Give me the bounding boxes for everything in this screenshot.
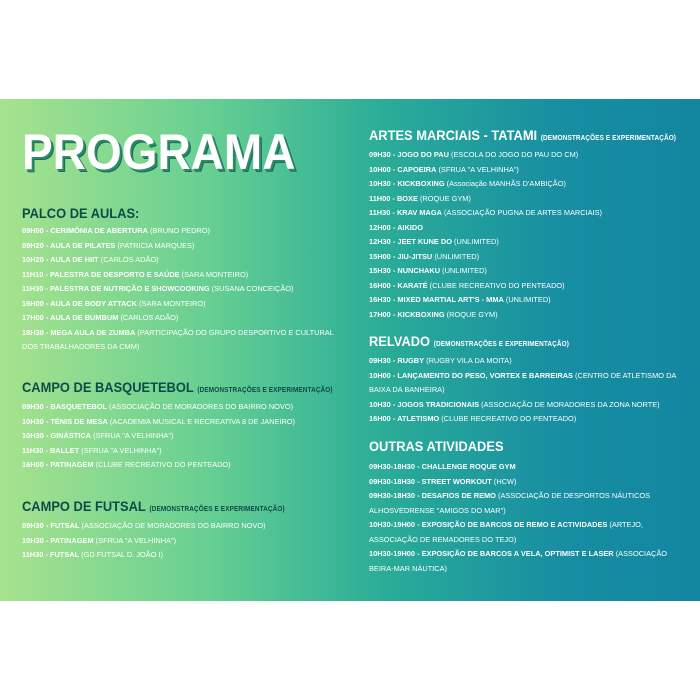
program-item: 11H30 - KRAV MAGA (ASSOCIAÇÃO PUGNA DE ARTES MARCIAIS) [369,208,603,217]
program-item-time: 10H30 [22,431,44,440]
program-item-name: PALESTRA DE DESPORTO E SAÚDE [49,269,180,279]
basquetebol-note: (DEMONSTRAÇÕES E EXPERIMENTAÇÃO) [197,387,333,394]
program-item-detail: (ASSOCIAÇÃO DE MORADORES DO BAIRRO NOVO) [81,521,266,530]
program-item-time: 17H00 [369,309,391,319]
program-item-detail: (SARA MONTEIRO) [181,269,249,279]
palco-heading [22,205,139,221]
program-item-detail: (SFRUA "A VELHINHA") [438,164,519,174]
program-item-detail: (ROQUE GYM) [419,193,471,203]
program-item-time: 10H00 [369,164,391,174]
program-item-time: 09H00 [22,226,44,235]
program-item-name: AIKIDO [397,222,423,232]
program-item-name: FUTSAL [49,550,80,559]
artes-list [369,148,689,322]
program-item-detail: (ACADEMIA MUSICAL E RECREATIVA 8 DE JANEIRO) [109,416,295,426]
program-item-name: RUGBY [397,356,425,365]
program-item-time: 11H30 [369,208,391,217]
program-item: 09H00 - CERIMÓNIA DE ABERTURA (BRUNO PEDRO) [22,226,210,235]
program-item: 11H10 - PALESTRA DE DESPORTO E SAÚDE (SARA MONTEIRO) [22,269,249,279]
program-item-detail: (ASSOCIAÇÃO DE MORADORES DA ZONA NORTE) [481,399,660,409]
program-item-detail: (CENTRO DE ATLETISMO DA BAIXA DA BANHEIRA) [369,370,676,394]
program-item-time: 11H30 [22,550,44,559]
artes-heading [369,127,676,147]
program-item-name: JIU-JITSU [397,251,433,261]
program-item: 09H20 - AULA DE PILATES (PATRICIA MARQUES) [22,240,195,250]
program-item-time: 16H00 [22,298,44,308]
program-item-detail: (CLUBE RECREATIVO DO PENTEADO) [95,460,231,469]
program-item-time: 09H20 [22,240,44,250]
program-item: 10H30 - KICKBOXING (Associação MANHÃS D'AMBIÇÃO) [369,179,566,188]
program-item-name: BALLET [49,445,80,455]
program-item-time: 09H30-18H30 [369,491,416,500]
program-item: 10H00 - CAPOEIRA (SFRUA "A VELHINHA") [369,164,519,174]
program-item-detail: (CLUBE RECREATIVO DO PENTEADO) [429,280,565,290]
program-item-name: TÉNIS DE MESA [50,416,108,426]
program-item-detail: (UNLIMITED) [434,251,480,261]
palco-heading-text: PALCO DE AULAS: [22,205,140,221]
program-item-detail: (ASSOCIAÇÃO BEIRA-MAR NÁUTICA) [369,549,668,573]
program-item: 09H30 - BASQUETEBOL (ASSOCIAÇÃO DE MORADORES DO BAIRRO NOVO) [22,402,294,411]
program-item-name: PALESTRA DE NUTRIÇÃO E SHOWCOOKING [49,284,210,293]
artes-note: (DEMONSTRAÇÕES E EXPERIMENTAÇÃO) [540,135,677,142]
program-item-time: 12H00 [369,222,391,232]
program-item-detail: (SFRUA "A VELHINHA") [93,431,174,440]
basquetebol-heading-text: CAMPO DE BASQUETEBOL [22,379,194,395]
program-item-time: 11H00 [369,193,391,203]
program-item-time: 10H30 [22,535,44,545]
program-item-time: 15H30 [369,266,391,275]
program-item-detail: (HCW) [493,476,517,486]
futsal-note: (DEMONSTRAÇÕES E EXPERIMENTAÇÃO) [149,506,285,513]
program-item: 16H00 - ATLETISMO (CLUBE RECREATIVO DO PENTEADO) [369,414,577,423]
program-item: 15H00 - JIU-JITSU (UNLIMITED) [369,251,480,261]
program-item-time: 10H20 [22,255,44,264]
program-item-time: 10H30 [22,416,44,426]
program-item-detail: (ASSOCIAÇÃO DE DESPORTOS NÁUTICOS ALHOSVEDRENSE "AMIGOS DO MAR") [369,491,651,515]
poster [0,99,700,601]
program-item: 10H00 - LANÇAMENTO DO PESO, VORTEX E BARREIRAS (CENTRO DE ATLETISMO DA BAIXA DA BANHEIRA) [369,370,676,394]
program-item: 10H30 - TÉNIS DE MESA (ACADEMIA MUSICAL E RECREATIVA 8 DE JANEIRO) [22,416,295,426]
program-item-detail: (SARA MONTEIRO) [139,298,206,308]
program-item: 09H30-18H30 - DESAFIOS DE REMO (ASSOCIAÇÃO DE DESPORTOS NÁUTICOS ALHOSVEDRENSE "AMIGOS DO MAR") [369,491,651,515]
program-item-detail: (ROQUE GYM) [446,309,498,319]
relvado-heading-text: RELVADO [369,333,431,349]
program-item: 12H00 - AIKIDO [369,222,423,232]
program-item-time: 18H30 [22,327,44,337]
program-item-name: MEGA AULA DE ZUMBA [50,327,136,337]
program-item-name: CAPOEIRA [397,164,437,174]
program-item-detail: (SFRUA "A VELHINHA") [95,535,177,545]
program-item-time: 11H30 [22,284,44,293]
program-item-detail: (CARLOS ADÃO) [100,255,159,264]
relvado-list [369,354,689,427]
program-item-time: 09H30 [369,356,391,365]
program-item: 18H30 - MEGA AULA DE ZUMBA (PARTICIPAÇÃO DO GRUPO DESPORTIVO E CULTURAL DOS TRABALHADORES DA CMM) [22,327,334,351]
futsal-list [22,519,342,563]
program-item: 09H30 - JOGO DO PAU (ESCOLA DO JOGO DO PAU DO CM) [369,150,579,159]
outras-heading-text: OUTRAS ATIVIDADES [369,438,504,454]
program-item-detail: (BRUNO PEDRO) [150,226,210,235]
basquetebol-list [22,400,342,473]
program-item-name: AULA DE HIIT [50,255,99,264]
program-item-name: GINÁSTICA [50,431,92,440]
program-item-name: AULA DE BUMBUM [50,313,119,322]
program-item: 09H30 - RUGBY (RUGBY VILA DA MOITA) [369,356,512,365]
program-item: 11H30 - FUTSAL (GD FUTSAL D. JOÃO I) [22,550,164,559]
basquetebol-heading [22,379,333,399]
futsal-heading [22,498,285,518]
artes-heading-text: ARTES MARCIAIS - TATAMI [369,127,538,143]
program-item-time: 09H30-18H30 [369,476,416,486]
program-item-name: DESAFIOS DE REMO [421,491,496,500]
program-item-time: 10H00 [369,370,391,380]
program-item-detail: (PARTICIPAÇÃO DO GRUPO DESPORTIVO E CULTURAL DOS TRABALHADORES DA CMM) [22,327,334,351]
program-item-detail: (CLUBE RECREATIVO DO PENTEADO) [441,414,577,423]
program-item: 16H00 - AULA DE BODY ATTACK (SARA MONTEIRO) [22,298,206,308]
program-item-detail: (GD FUTSAL D. JOÃO I) [81,550,164,559]
program-item: 09H30-18H30 - STREET WORKOUT (HCW) [369,476,517,486]
program-item: 16H30 - MIXED MARTIAL ART'S - MMA (UNLIMITED) [369,295,551,304]
program-item-name: CERIMÓNIA DE ABERTURA [50,226,148,235]
outras-list [369,460,689,576]
program-item-detail: (ASSOCIAÇÃO DE MORADORES DO BAIRRO NOVO) [109,402,294,411]
program-item-time: 10H30 [369,179,391,188]
futsal-heading-text: CAMPO DE FUTSAL [22,498,146,514]
program-item: 12H30 - JEET KUNE DO (UNLIMITED) [369,237,499,246]
program-item: 16H00 - PATINAGEM (CLUBE RECREATIVO DO PENTEADO) [22,460,231,469]
program-item-name: ATLETISMO [397,414,440,423]
program-item-time: 12H30 [369,237,391,246]
program-item-name: CHALLENGE ROQUE GYM [421,462,516,471]
program-item-name: KICKBOXING [397,179,445,188]
program-item-time: 09H30 [22,521,44,530]
program-item-name: STREET WORKOUT [421,476,492,486]
program-item-detail: (ASSOCIAÇÃO PUGNA DE ARTES MARCIAIS) [444,208,603,217]
program-item: 10H20 - AULA DE HIIT (CARLOS ADÃO) [22,255,159,264]
program-item-detail: (CARLOS ADÃO) [120,313,179,322]
program-item: 10H30 - PATINAGEM (SFRUA "A VELHINHA") [22,535,177,545]
program-item-name: PATINAGEM [50,460,94,469]
program-item-time: 10H30-19H00 [369,520,416,529]
program-item-time: 09H30 [369,150,391,159]
program-item-detail: (ARTEJO, ASSOCIAÇÃO DE REMADORES DO TEJO) [369,520,643,544]
program-item-name: LANÇAMENTO DO PESO, VORTEX E BARREIRAS [397,370,573,380]
program-item: 10H30 - JOGOS TRADICIONAIS (ASSOCIAÇÃO DE MORADORES DA ZONA NORTE) [369,399,660,409]
program-item: 11H00 - BOXE (ROQUE GYM) [369,193,471,203]
program-item: 10H30-19H00 - EXPOSIÇÃO DE BARCOS A VELA, OPTIMIST E LASER (ASSOCIAÇÃO BEIRA-MAR NÁUTICA) [369,549,668,573]
program-item-time: 09H30 [22,402,44,411]
relvado-heading [369,333,569,353]
program-item-time: 16H00 [22,460,44,469]
program-item-time: 15H00 [369,251,391,261]
program-item-time: 11H10 [22,269,44,279]
program-item-time: 16H00 [369,280,391,290]
program-item: 10H30-19H00 - EXPOSIÇÃO DE BARCOS DE REMO E ACTIVIDADES (ARTEJO, ASSOCIAÇÃO DE REMADORES DO TEJO) [369,520,643,544]
program-item: 17H00 - KICKBOXING (ROQUE GYM) [369,309,498,319]
relvado-note: (DEMONSTRAÇÕES E EXPERIMENTAÇÃO) [433,341,569,348]
program-item-detail: (UNLIMITED) [442,266,487,275]
program-item-name: BOXE [396,193,418,203]
program-item-name: EXPOSIÇÃO DE BARCOS A VELA, OPTIMIST E LASER [421,549,614,558]
program-item-time: 16H30 [369,295,391,304]
program-item-name: JEET KUNE DO [397,237,452,246]
program-item-name: FUTSAL [50,521,80,530]
program-item: 10H30 - GINÁSTICA (SFRUA "A VELHINHA") [22,431,174,440]
program-item-time: 09H30-18H30 [369,462,416,471]
program-item-detail: (SFRUA "A VELHINHA") [81,445,162,455]
program-item-name: JOGO DO PAU [397,150,449,159]
program-item: 09H30-18H30 - CHALLENGE ROQUE GYM [369,462,516,471]
program-item-name: KICKBOXING [397,309,445,319]
program-item-name: KRAV MAGA [396,208,442,217]
program-item: 11H30 - PALESTRA DE NUTRIÇÃO E SHOWCOOKING (SUSANA CONCEIÇÃO) [22,284,294,293]
program-item-time: 10H30 [369,399,391,409]
program-item-detail: (PATRICIA MARQUES) [117,240,195,250]
program-item-time: 11H30 [22,445,44,455]
program-item-name: JOGOS TRADICIONAIS [397,399,480,409]
program-item-name: PATINAGEM [50,535,94,545]
palco-list [22,224,342,355]
program-item-detail: (RUGBY VILA DA MOITA) [426,356,512,365]
program-item: 15H30 - NUNCHAKU (UNLIMITED) [369,266,487,275]
program-item: 11H30 - BALLET (SFRUA "A VELHINHA") [22,445,162,455]
program-item-detail: (Associação MANHÃS D'AMBIÇÃO) [446,179,566,188]
program-item-time: 16H00 [369,414,391,423]
program-item-name: AULA DE PILATES [50,240,116,250]
program-item: 17H00 - AULA DE BUMBUM (CARLOS ADÃO) [22,313,179,322]
program-item-name: EXPOSIÇÃO DE BARCOS DE REMO E ACTIVIDADES [421,520,608,529]
outras-heading [369,438,504,454]
program-item-name: BASQUETEBOL [50,402,108,411]
program-item-name: KARATÉ [397,280,428,290]
program-item-detail: (ESCOLA DO JOGO DO PAU DO CM) [451,150,579,159]
program-item-name: AULA DE BODY ATTACK [50,298,137,308]
program-item-detail: (UNLIMITED) [454,237,499,246]
program-item-time: 17H00 [22,313,44,322]
program-item: 09H30 - FUTSAL (ASSOCIAÇÃO DE MORADORES DO BAIRRO NOVO) [22,521,266,530]
program-item: 16H00 - KARATÉ (CLUBE RECREATIVO DO PENTEADO) [369,280,565,290]
program-item-detail: (UNLIMITED) [505,295,551,304]
page-title: PROGRAMA [22,124,296,180]
program-item-time: 10H30-19H00 [369,549,416,558]
program-item-name: NUNCHAKU [397,266,441,275]
program-item-detail: (SUSANA CONCEIÇÃO) [211,284,294,293]
program-item-name: MIXED MARTIAL ART'S - MMA [397,295,504,304]
